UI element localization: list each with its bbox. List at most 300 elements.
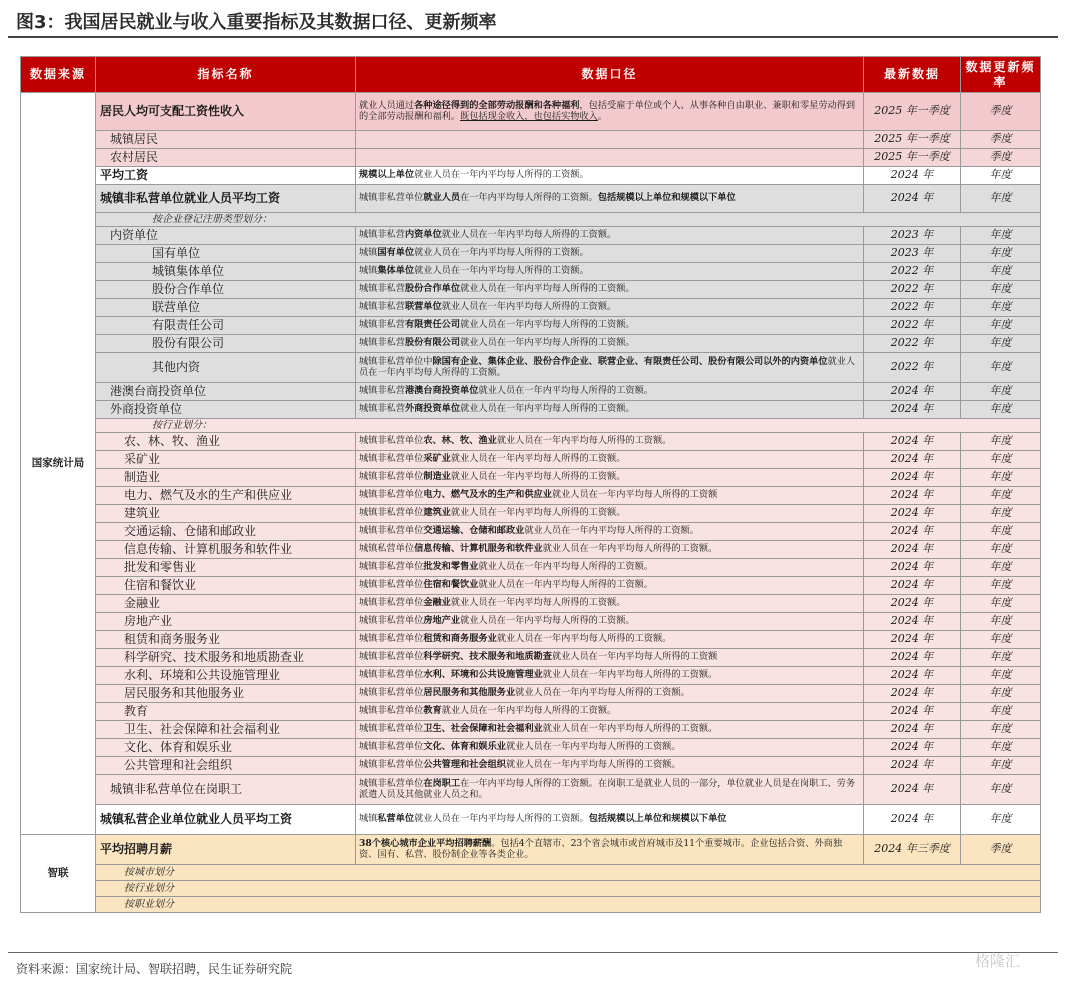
definition-text: 城镇非私营单位 <box>359 525 424 537</box>
definition-text: 就业人员在一年内平均每人所得的工资额。 <box>542 543 718 555</box>
title-rule <box>8 36 1058 38</box>
latest-data-cell: 2024 年 <box>864 383 961 401</box>
figure-title: 图3：我国居民就业与收入重要指标及其数据口径、更新频率 <box>16 12 497 33</box>
definition-cell <box>356 353 864 383</box>
definition-text: 城镇非私营单位 <box>359 561 424 573</box>
table-row <box>21 451 1041 469</box>
definition-text: 城镇非私营单位 <box>359 579 424 591</box>
definition-text: 交通运输、仓储和邮政业 <box>423 525 525 537</box>
definition-cell <box>356 227 864 245</box>
definition-text: 城镇非私营单位 <box>359 759 424 771</box>
update-frequency-cell: 年度 <box>961 451 1041 469</box>
latest-data-cell: 2025 年一季度 <box>864 93 961 131</box>
update-frequency-cell: 年度 <box>961 577 1041 595</box>
definition-text: 城镇非私营单位 <box>359 435 424 447</box>
definition-cell <box>356 401 864 419</box>
latest-data-cell: 2022 年 <box>864 263 961 281</box>
update-frequency-cell: 年度 <box>961 649 1041 667</box>
update-frequency-cell: 年度 <box>961 185 1041 213</box>
update-frequency-cell: 年度 <box>961 167 1041 185</box>
latest-data-cell: 2024 年 <box>864 577 961 595</box>
definition-cell <box>356 631 864 649</box>
latest-data-cell: 2024 年 <box>864 451 961 469</box>
definition-text: 城镇非私营 <box>359 337 405 349</box>
table-row <box>21 595 1041 613</box>
definition-text: 包括规模以上单位和规模以下单位 <box>597 192 736 204</box>
indicator-name: 卫生、社会保障和社会福利业 <box>96 721 356 739</box>
definition-text: 批发和零售业 <box>423 561 479 573</box>
update-frequency-cell: 年度 <box>961 317 1041 335</box>
definition-text: 城镇非私营 <box>359 403 405 415</box>
update-frequency-cell: 年度 <box>961 227 1041 245</box>
table-row <box>21 577 1041 595</box>
definition-text: 城镇非私营单位 <box>359 669 424 681</box>
update-frequency-cell: 年度 <box>961 353 1041 383</box>
indicator-name: 科学研究、技术服务和地质勘查业 <box>96 649 356 667</box>
table-row <box>21 505 1041 523</box>
section-label: 按城市划分 <box>96 865 1041 881</box>
definition-text: 私营单位 <box>377 813 415 825</box>
definition-text: 就业人员在一年内平均每人所得的工资额 <box>551 651 718 663</box>
definition-text: 城镇非私营单位 <box>359 453 424 465</box>
definition-text: 就业人员在一年内平均每人所得的工资额。 <box>460 403 635 415</box>
definition-cell <box>356 185 864 213</box>
table-row <box>21 167 1041 185</box>
latest-data-cell: 2024 年 <box>864 649 961 667</box>
section-label: 按职业划分 <box>96 897 1041 913</box>
definition-text: 各种途径得到的全部劳动报酬和各种福利 <box>414 99 580 111</box>
definition-cell <box>356 703 864 721</box>
indicator-name: 交通运输、仓储和邮政业 <box>96 523 356 541</box>
update-frequency-cell: 年度 <box>961 541 1041 559</box>
definition-text: 采矿业 <box>423 453 451 465</box>
table-row <box>21 149 1041 167</box>
definition-text: 金融业 <box>423 597 451 609</box>
definition-text: 城镇非私营单位 <box>359 597 424 609</box>
indicator-name: 平均招聘月薪 <box>96 835 356 865</box>
definition-text: 就业人员在一年内平均每人所得的工资额。 <box>414 247 589 259</box>
indicator-name: 建筑业 <box>96 505 356 523</box>
table-row <box>21 487 1041 505</box>
update-frequency-cell: 年度 <box>961 631 1041 649</box>
table-row <box>21 383 1041 401</box>
table-row <box>21 685 1041 703</box>
update-frequency-cell: 年度 <box>961 613 1041 631</box>
table-row <box>21 317 1041 335</box>
table-row <box>21 757 1041 775</box>
definition-text: 就业人员在一年内平均每人所得的工资额。 <box>450 597 626 609</box>
latest-data-cell: 2024 年 <box>864 541 961 559</box>
indicator-table <box>20 56 1041 913</box>
update-frequency-cell: 年度 <box>961 775 1041 805</box>
section-row <box>21 213 1041 227</box>
indicator-name: 城镇非私营单位就业人员平均工资 <box>96 185 356 213</box>
indicator-name: 城镇居民 <box>96 131 356 149</box>
update-frequency-cell: 年度 <box>961 299 1041 317</box>
footer-rule <box>8 952 1058 953</box>
indicator-name: 教育 <box>96 703 356 721</box>
table-row <box>21 541 1041 559</box>
definition-text: 就业人员在一年内平均每人所得的工资额。 <box>515 687 690 699</box>
definition-cell <box>356 523 864 541</box>
definition-text: 水利、环境和公共设施管理业 <box>423 669 543 681</box>
indicator-name: 文化、体育和娱乐业 <box>96 739 356 757</box>
indicator-name: 信息传输、计算机服务和软件业 <box>96 541 356 559</box>
definition-text: 文化、体育和娱乐业 <box>423 741 506 753</box>
table-row <box>21 93 1041 131</box>
indicator-name: 农、林、牧、渔业 <box>96 433 356 451</box>
section-row <box>21 865 1041 881</box>
table-header-row <box>21 57 1041 93</box>
definition-text: 城镇非私营单位 <box>359 192 424 204</box>
table-row <box>21 721 1041 739</box>
indicator-name: 外商投资单位 <box>96 401 356 419</box>
update-frequency-cell: 季度 <box>961 93 1041 131</box>
definition-text: 城镇非私营 <box>359 301 405 313</box>
table-row <box>21 649 1041 667</box>
indicator-name: 股份有限公司 <box>96 335 356 353</box>
section-label: 按企业登记注册类型划分： <box>96 213 1041 227</box>
definition-text: 城镇非私营单位 <box>359 633 424 645</box>
data-source-cell: 智联 <box>21 835 96 913</box>
indicator-name: 金融业 <box>96 595 356 613</box>
table-row <box>21 401 1041 419</box>
table-row <box>21 469 1041 487</box>
table-row <box>21 185 1041 213</box>
definition-text: 城镇非私营单位 <box>359 471 424 483</box>
indicator-name: 住宿和餐饮业 <box>96 577 356 595</box>
header-indicator-name: 指标名称 <box>96 57 356 93</box>
update-frequency-cell: 年度 <box>961 263 1041 281</box>
latest-data-cell: 2022 年 <box>864 353 961 383</box>
definition-text: 城镇非私营单位 <box>359 705 424 717</box>
definition-cell <box>356 835 864 865</box>
definition-text: 就业人员在一年内平均每人所得的工资额。 <box>542 723 718 735</box>
definition-text: 内资单位 <box>404 229 442 241</box>
table-row <box>21 805 1041 835</box>
table-row <box>21 835 1041 865</box>
definition-text: 就业人员通过 <box>359 99 415 111</box>
definition-text: 就业人员在一年内平均每人所得的工资额。 <box>496 435 672 447</box>
indicator-name: 港澳台商投资单位 <box>96 383 356 401</box>
latest-data-cell: 2024 年 <box>864 685 961 703</box>
latest-data-cell: 2025 年一季度 <box>864 149 961 167</box>
definition-text: 国有单位 <box>377 247 415 259</box>
definition-cell <box>356 167 864 185</box>
definition-text: 公共管理和社会组织 <box>423 759 506 771</box>
indicator-name: 采矿业 <box>96 451 356 469</box>
definition-cell <box>356 487 864 505</box>
definition-text: 就业人员在一年内平均每人所得的工资额 <box>551 489 718 501</box>
definition-cell <box>356 649 864 667</box>
latest-data-cell: 2024 年 <box>864 703 961 721</box>
definition-text: 就业人员在一年内平均每人所得的工资额。 <box>359 355 856 378</box>
update-frequency-cell: 年度 <box>961 505 1041 523</box>
update-frequency-cell: 季度 <box>961 149 1041 167</box>
definition-text: 就业人员在一年内平均每人所得的工资额。 <box>496 633 672 645</box>
definition-text: 既包括现金收入，也包括实物收入 <box>460 110 598 122</box>
indicator-name: 内资单位 <box>96 227 356 245</box>
definition-text: 城镇私营单位 <box>359 543 415 555</box>
definition-text: 就业人员在一年内平均每人所得的工资额。 <box>441 705 617 717</box>
definition-text: 制造业 <box>423 471 451 483</box>
latest-data-cell: 2024 年 <box>864 523 961 541</box>
update-frequency-cell: 年度 <box>961 433 1041 451</box>
latest-data-cell: 2024 年 <box>864 721 961 739</box>
update-frequency-cell: 季度 <box>961 131 1041 149</box>
definition-text: 38个核心城市企业平均招聘薪酬 <box>359 837 492 849</box>
section-row <box>21 897 1041 913</box>
update-frequency-cell: 年度 <box>961 559 1041 577</box>
table-row <box>21 263 1041 281</box>
indicator-name: 其他内资 <box>96 353 356 383</box>
latest-data-cell: 2024 年 <box>864 505 961 523</box>
definition-text: 科学研究、技术服务和地质勘查 <box>423 651 552 663</box>
definition-text: 城镇非私营单位 <box>359 741 424 753</box>
indicator-name: 批发和零售业 <box>96 559 356 577</box>
section-row <box>21 881 1041 897</box>
definition-cell <box>356 739 864 757</box>
definition-text: 就业人员在一年内平均每人所得的工资额。 <box>542 669 718 681</box>
definition-text: 城镇 <box>359 813 378 825</box>
latest-data-cell: 2024 年 <box>864 631 961 649</box>
definition-text: 城镇非私营单位 <box>359 651 424 663</box>
table-row <box>21 227 1041 245</box>
indicator-name: 城镇私营企业单位就业人员平均工资 <box>96 805 356 835</box>
latest-data-cell: 2024 年 <box>864 757 961 775</box>
indicator-name: 有限责任公司 <box>96 317 356 335</box>
table-row <box>21 631 1041 649</box>
table-row <box>21 523 1041 541</box>
indicator-name: 制造业 <box>96 469 356 487</box>
definition-cell <box>356 149 864 167</box>
definition-cell <box>356 245 864 263</box>
latest-data-cell: 2024 年 <box>864 805 961 835</box>
definition-text: 城镇 <box>359 247 378 259</box>
latest-data-cell: 2024 年 <box>864 595 961 613</box>
definition-cell <box>356 757 864 775</box>
latest-data-cell: 2024 年 <box>864 559 961 577</box>
latest-data-cell: 2024 年 <box>864 185 961 213</box>
latest-data-cell: 2024 年 <box>864 487 961 505</box>
indicator-name: 租赁和商务服务业 <box>96 631 356 649</box>
definition-cell <box>356 317 864 335</box>
header-update-frequency: 数据更新频率 <box>961 57 1041 93</box>
latest-data-cell: 2024 年 <box>864 167 961 185</box>
indicator-name: 居民服务和其他服务业 <box>96 685 356 703</box>
indicator-name: 农村居民 <box>96 149 356 167</box>
definition-cell <box>356 541 864 559</box>
definition-text: 在一年内平均每人所得的工资额。在岗职工是就业人员的一部分，单位就业人员是在岗职工、劳务派遣人员及其他就业人员之和。 <box>359 777 856 800</box>
definition-text: 规模以上单位 <box>359 169 415 181</box>
header-source: 数据来源 <box>21 57 96 93</box>
definition-cell <box>356 383 864 401</box>
data-source-cell: 国家统计局 <box>21 93 96 835</box>
definition-text: 除国有企业、集体企业、股份合作企业、联营企业、有限责任公司、股份有限公司以外的内资单位 <box>432 355 828 367</box>
definition-text: 就业人员在一年内平均每人所得的工资额。 <box>506 741 681 753</box>
update-frequency-cell: 年度 <box>961 739 1041 757</box>
definition-text: 就业人员在一年内平均每人所得的工资额。 <box>450 453 626 465</box>
definition-text: 城镇非私营单位 <box>359 507 424 519</box>
definition-text: 城镇非私营 <box>359 319 405 331</box>
definition-text: 就业人员在一年内平均每人所得的工资额。 <box>478 561 653 573</box>
table-row <box>21 739 1041 757</box>
latest-data-cell: 2024 年三季度 <box>864 835 961 865</box>
update-frequency-cell: 年度 <box>961 703 1041 721</box>
indicator-name: 联营单位 <box>96 299 356 317</box>
definition-text: 卫生、社会保障和社会福利业 <box>423 723 543 735</box>
definition-text: 就业人员在一年内平均每人所得的工资额。 <box>506 759 681 771</box>
section-label: 按行业划分： <box>96 419 1041 433</box>
update-frequency-cell: 年度 <box>961 335 1041 353</box>
table-row <box>21 667 1041 685</box>
update-frequency-cell: 年度 <box>961 523 1041 541</box>
definition-text: 就业人员在一年内平均每人所得的工资额。 <box>450 471 626 483</box>
indicator-name: 电力、燃气及水的生产和供应业 <box>96 487 356 505</box>
definition-cell <box>356 299 864 317</box>
table-row <box>21 335 1041 353</box>
definition-text: 就业人员在一年内平均每人所得的工资额。 <box>460 283 635 295</box>
latest-data-cell: 2023 年 <box>864 245 961 263</box>
update-frequency-cell: 年度 <box>961 667 1041 685</box>
table-row <box>21 281 1041 299</box>
latest-data-cell: 2024 年 <box>864 667 961 685</box>
definition-cell <box>356 685 864 703</box>
definition-text: 就业人员在一年内平均每人所得的工资额。 <box>441 301 617 313</box>
definition-text: 租赁和商务服务业 <box>423 633 497 645</box>
definition-text: 就业人员在一年内平均每人所得的工资额。 <box>460 319 635 331</box>
definition-text: 城镇非私营单位 <box>359 777 424 789</box>
indicator-name: 城镇非私营单位在岗职工 <box>96 775 356 805</box>
update-frequency-cell: 季度 <box>961 835 1041 865</box>
definition-text: 就业人员在一年内平均每人所得的工资额。 <box>478 385 653 397</box>
indicator-name: 公共管理和社会组织 <box>96 757 356 775</box>
definition-cell <box>356 577 864 595</box>
latest-data-cell: 2024 年 <box>864 613 961 631</box>
latest-data-cell: 2024 年 <box>864 401 961 419</box>
definition-text: 信息传输、计算机服务和软件业 <box>414 543 543 555</box>
definition-text: 农、林、牧、渔业 <box>423 435 497 447</box>
update-frequency-cell: 年度 <box>961 245 1041 263</box>
source-note: 资料来源：国家统计局、智联招聘，民生证券研究院 <box>16 962 293 976</box>
latest-data-cell: 2024 年 <box>864 775 961 805</box>
header-latest-data: 最新数据 <box>864 57 961 93</box>
definition-text: 在一年内平均每人所得的工资额。 <box>460 192 598 204</box>
definition-text: 建筑业 <box>423 507 451 519</box>
definition-cell <box>356 281 864 299</box>
definition-text: 就业人员在一年内平均每人所得的工资额。 <box>414 265 589 277</box>
definition-text: 。 <box>597 110 608 122</box>
update-frequency-cell: 年度 <box>961 805 1041 835</box>
definition-text: 城镇非私营单位中 <box>359 355 433 367</box>
table-row <box>21 353 1041 383</box>
definition-text: 集体单位 <box>377 265 415 277</box>
update-frequency-cell: 年度 <box>961 383 1041 401</box>
indicator-name: 平均工资 <box>96 167 356 185</box>
definition-cell <box>356 131 864 149</box>
definition-cell <box>356 93 864 131</box>
definition-text: 城镇非私营 <box>359 229 405 241</box>
table-row <box>21 299 1041 317</box>
update-frequency-cell: 年度 <box>961 487 1041 505</box>
update-frequency-cell: 年度 <box>961 469 1041 487</box>
definition-text: ，包括受雇于单位或个人、从事各种自由职业、兼职和零星劳动得到的全部劳动报酬和福利。 <box>359 99 856 122</box>
definition-text: 就业人员在一年内平均每人所得的工资额。 <box>450 507 626 519</box>
definition-text: 城镇非私营单位 <box>359 615 424 627</box>
indicator-name: 股份合作单位 <box>96 281 356 299</box>
watermark-logo: 格隆汇 <box>975 952 1021 970</box>
latest-data-cell: 2022 年 <box>864 317 961 335</box>
definition-text: 城镇 <box>359 265 378 277</box>
definition-text: 联营单位 <box>404 301 442 313</box>
latest-data-cell: 2022 年 <box>864 299 961 317</box>
header-definition: 数据口径 <box>356 57 864 93</box>
definition-cell <box>356 613 864 631</box>
definition-text: 就业人员在一年内平均每人所得的工资额。 <box>441 229 617 241</box>
indicator-name: 水利、环境和公共设施管理业 <box>96 667 356 685</box>
table-row <box>21 245 1041 263</box>
definition-cell <box>356 451 864 469</box>
definition-text: 居民服务和其他服务业 <box>423 687 516 699</box>
latest-data-cell: 2025 年一季度 <box>864 131 961 149</box>
definition-cell <box>356 667 864 685</box>
definition-cell <box>356 505 864 523</box>
latest-data-cell: 2024 年 <box>864 739 961 757</box>
indicator-name: 居民人均可支配工资性收入 <box>96 93 356 131</box>
update-frequency-cell: 年度 <box>961 401 1041 419</box>
definition-text: 城镇非私营单位 <box>359 489 424 501</box>
definition-text: 外商投资单位 <box>404 403 461 415</box>
latest-data-cell: 2022 年 <box>864 281 961 299</box>
definition-cell <box>356 469 864 487</box>
definition-text: 教育 <box>423 705 442 717</box>
table-row <box>21 775 1041 805</box>
latest-data-cell: 2024 年 <box>864 469 961 487</box>
definition-text: 电力、燃气及水的生产和供应业 <box>423 489 552 501</box>
definition-text: 房地产业 <box>423 615 461 627</box>
definition-cell <box>356 775 864 805</box>
table-row <box>21 433 1041 451</box>
definition-text: 就业人员在一年内平均每人所得的工资额。 <box>524 525 699 537</box>
indicator-name: 城镇集体单位 <box>96 263 356 281</box>
definition-text: 城镇非私营 <box>359 385 405 397</box>
definition-text: 城镇非私营单位 <box>359 723 424 735</box>
definition-text: 就业人员在一年内平均每人所得的工资额。 <box>414 813 589 825</box>
definition-text: 。包括4个直辖市、23个省会城市或首府城市及11个重要城市。企业包括合资、外商独资、国有、私营、股份制企业等各类企业。 <box>359 837 843 860</box>
definition-text: 有限责任公司 <box>404 319 461 331</box>
latest-data-cell: 2022 年 <box>864 335 961 353</box>
section-label: 按行业划分 <box>96 881 1041 897</box>
table-row <box>21 131 1041 149</box>
definition-text: 股份合作单位 <box>404 283 461 295</box>
definition-cell <box>356 721 864 739</box>
latest-data-cell: 2024 年 <box>864 433 961 451</box>
definition-text: 就业人员在一年内平均每人所得的工资额。 <box>414 169 589 181</box>
definition-text: 股份有限公司 <box>404 337 461 349</box>
definition-cell <box>356 433 864 451</box>
definition-text: 城镇非私营 <box>359 283 405 295</box>
definition-cell <box>356 559 864 577</box>
definition-text: 就业人员 <box>423 192 461 204</box>
definition-text: 住宿和餐饮业 <box>423 579 479 591</box>
definition-text: 包括规模以上单位和规模以下单位 <box>588 813 727 825</box>
latest-data-cell: 2023 年 <box>864 227 961 245</box>
definition-cell <box>356 595 864 613</box>
definition-text: 就业人员在一年内平均每人所得的工资额。 <box>478 579 653 591</box>
indicator-name: 国有单位 <box>96 245 356 263</box>
update-frequency-cell: 年度 <box>961 721 1041 739</box>
definition-text: 港澳台商投资单位 <box>404 385 479 397</box>
